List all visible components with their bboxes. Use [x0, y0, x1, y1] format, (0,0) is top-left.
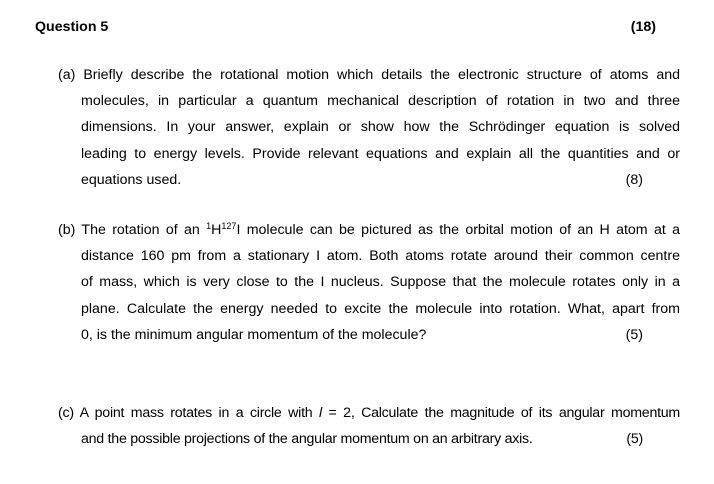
part-c-line — [58, 400, 680, 426]
quantum-number-l: l — [319, 405, 322, 421]
part-a-line: (a) Briefly describe the rotational motion which details the electronic structure of atoms and — [58, 67, 680, 83]
part-a-line: leading to energy levels. Provide relevant equations and explain all the quantities and or — [81, 145, 680, 162]
question-part-b — [58, 217, 680, 348]
part-a-marks: (8) — [625, 171, 643, 188]
question-part-c — [58, 400, 680, 452]
part-a-line: dimensions. In your answer, explain or show how the Schrödinger equation is solved — [81, 119, 680, 136]
part-b-line-text: 0, is the minimum angular momentum of the molecule? — [81, 326, 427, 343]
hydrogen-mass-number: 1 — [206, 221, 212, 231]
part-b-line: distance 160 pm from a stationary I atom. Both atoms rotate around their common centre — [81, 248, 680, 265]
part-c-line-text: and the possible projections of the angular momentum on an arbitrary axis. — [81, 431, 533, 448]
part-b-suffix: I molecule can be pictured as the orbital motion of an H atom at a — [236, 222, 680, 238]
part-c-marks: (5) — [626, 431, 643, 448]
question-title: Question 5 — [35, 19, 109, 35]
part-b-line: plane. Calculate the energy needed to excite the molecule into rotation. What, apart from — [81, 300, 680, 317]
question-part-a — [58, 62, 680, 193]
part-b-line — [58, 322, 680, 348]
part-b-marks: (5) — [625, 326, 643, 343]
part-b-line — [58, 217, 680, 243]
part-a-line — [58, 167, 680, 193]
part-c-line — [58, 426, 680, 452]
part-c-prefix: (c) A point mass rotates in a circle with — [58, 405, 320, 421]
part-b-line: of mass, which is very close to the I nucleus. Suppose that the molecule rotates only in a — [81, 274, 680, 291]
part-a-line: molecules, in particular a quantum mechanical description of rotation in two and three — [81, 93, 680, 110]
part-a-line-text: equations used. — [81, 171, 182, 188]
iodine-mass-number: 127 — [221, 221, 237, 231]
hydrogen-symbol: H — [211, 222, 222, 238]
part-b-prefix: (b) The rotation of an — [58, 222, 207, 238]
part-c-suffix: = 2, Calculate the magnitude of its angular momentum — [321, 405, 680, 421]
question-total-marks: (18) — [630, 19, 656, 35]
